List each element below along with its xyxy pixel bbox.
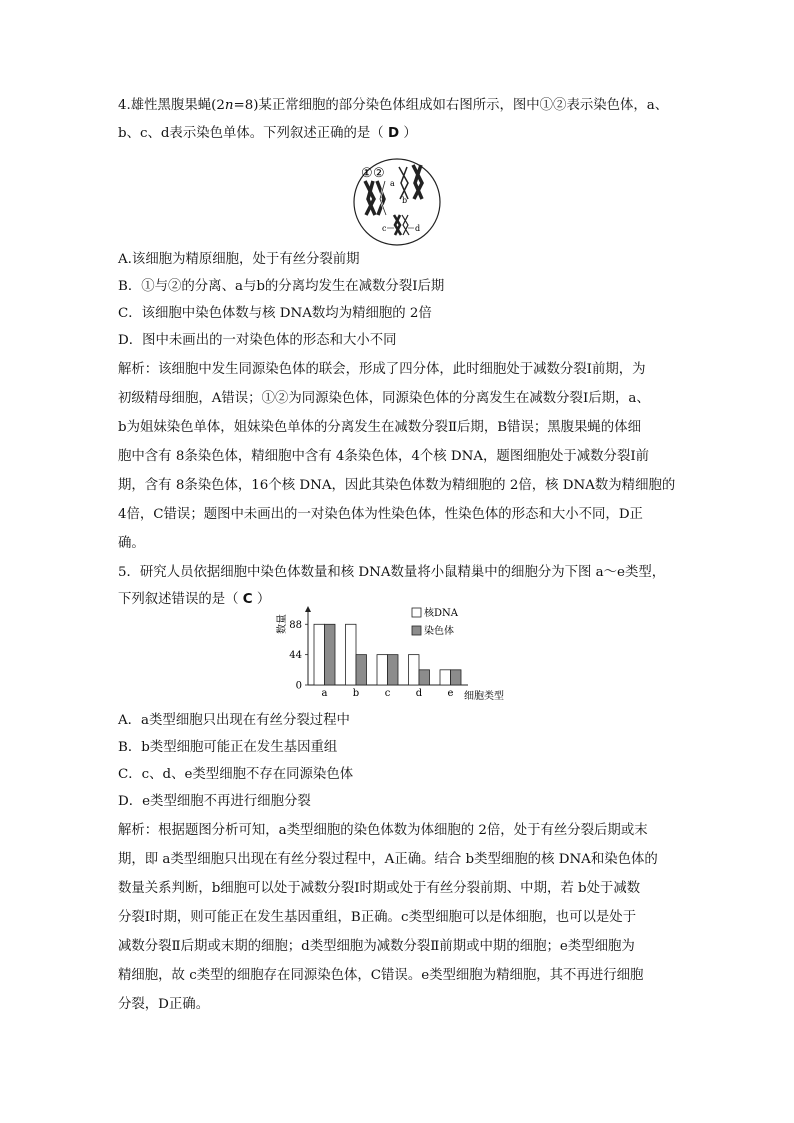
q4-stem-text-3: b、c、d表示染色单体。下列叙述正确的是（ xyxy=(118,126,388,141)
y-tick-label: 44 xyxy=(289,650,302,662)
bar-chart xyxy=(272,605,522,705)
x-tick-label-b: b xyxy=(352,688,360,699)
q4-stem-line-2 xyxy=(118,119,417,148)
label-chromatid-a: a xyxy=(390,179,395,188)
q4-stem-line-1 xyxy=(118,91,668,120)
q4-analysis-line: 初级精母细胞，A错误；①②为同源染色体，同源染色体的分离发生在减数分裂Ⅰ后期，a、 xyxy=(118,391,650,406)
cell-chromosome-diagram xyxy=(352,157,442,247)
q5-option-d: D．e类型细胞不再进行细胞分裂 xyxy=(118,794,311,809)
x-tick-label-a: a xyxy=(321,688,328,699)
bar-d-chromosome xyxy=(419,670,430,685)
q5-option-b: B．b类型细胞可能正在发生基因重组 xyxy=(118,740,338,755)
q4-analysis-line: 4倍，C错误；题图中未画出的一对染色体为性染色体，性染色体的形态和大小不同，D正 xyxy=(118,507,643,522)
bar-a-chromosome xyxy=(325,624,336,685)
chromosome-1 xyxy=(365,181,375,215)
q4-analysis-line: 胞中含有 8条染色体，精细胞中含有 4条染色体，4个核 DNA，题图细胞处于减数分裂Ⅰ前 xyxy=(118,449,650,464)
q4-answer: D xyxy=(387,126,400,141)
q4-option-b: B．①与②的分离、a与b的分离均发生在减数分裂Ⅰ后期 xyxy=(118,279,445,294)
legend-swatch-dna xyxy=(412,608,421,617)
chromosome-ab xyxy=(399,167,408,199)
q5-stem-text-2: ） xyxy=(252,592,271,607)
legend-swatch-chromosome xyxy=(412,626,421,635)
q5-option-a: A．a类型细胞只出现在有丝分裂过程中 xyxy=(118,713,350,728)
q4-stem-text-4: ） xyxy=(399,126,417,141)
bar-c-dna xyxy=(377,655,388,685)
x-tick-label-e: e xyxy=(447,688,454,699)
q4-analysis-line: 确。 xyxy=(118,536,145,551)
y-axis-arrow xyxy=(305,606,311,612)
chromosome-right xyxy=(413,165,422,199)
q4-option-c: C．该细胞中染色体数与核 DNA数均为精细胞的 2倍 xyxy=(118,306,432,321)
legend-label-dna: 核DNA xyxy=(424,608,458,619)
label-chromosome-1: ① xyxy=(361,166,373,181)
q4-stem-n: n xyxy=(224,98,234,113)
q4-option-a: A.该细胞为精原细胞，处于有丝分裂前期 xyxy=(118,252,360,267)
bar-e-chromosome xyxy=(451,670,462,685)
q4-analysis-line: 期，含有 8条染色体，16个核 DNA，因此其染色体数为精细胞的 2倍，核 DNA数为精细胞的 xyxy=(118,478,676,493)
q5-analysis-line: 期，即 a类型细胞只出现在有丝分裂过程中，A正确。结合 b类型细胞的核 DNA和染色体的 xyxy=(118,852,658,867)
x-axis-label: 细胞类型 xyxy=(464,691,504,702)
label-chromatid-b: b xyxy=(402,196,408,205)
label-chromatid-d: d xyxy=(415,224,421,233)
y-tick-label: 0 xyxy=(295,680,302,692)
q5-analysis-line: 分裂Ⅰ时期，则可能正在发生基因重组，B正确。c类型细胞可以是体细胞，也可以是处于 xyxy=(118,910,637,925)
chromosome-cd xyxy=(394,215,409,235)
q5-analysis-line: 分裂，D正确。 xyxy=(118,997,210,1012)
q5-answer: C xyxy=(242,592,253,607)
q5-stem-line-1: 5．研究人员依据细胞中染色体数量和核 DNA数量将小鼠精巢中的细胞分为下图 a～e类型， xyxy=(118,565,666,580)
bar-a-dna xyxy=(314,624,325,685)
label-chromosome-2: ② xyxy=(373,166,385,181)
bar-b-dna xyxy=(346,624,357,685)
q5-analysis-line: 解析：根据题图分析可知，a类型细胞的染色体数为体细胞的 2倍，处于有丝分裂后期或末 xyxy=(118,823,648,838)
y-tick-label: 88 xyxy=(289,619,302,631)
label-chromatid-c: c xyxy=(382,224,387,233)
q4-stem-text-2: =8)某正常细胞的部分染色体组成如右图所示，图中①②表示染色体，a、 xyxy=(233,98,669,113)
bar-b-chromosome xyxy=(356,655,367,685)
legend-label-chromosome: 染色体 xyxy=(424,626,454,637)
x-tick-label-d: d xyxy=(415,688,423,699)
q5-analysis-line: 减数分裂Ⅱ后期或末期的细胞；d类型细胞为减数分裂Ⅱ前期或中期的细胞；e类型细胞为 xyxy=(118,939,635,954)
q5-option-c: C．c、d、e类型细胞不存在同源染色体 xyxy=(118,767,354,782)
y-axis-label: 数量 xyxy=(277,614,288,634)
q4-analysis-line: 解析：该细胞中发生同源染色体的联会，形成了四分体，此时细胞处于减数分裂Ⅰ前期，为 xyxy=(118,362,646,377)
q5-analysis-line: 精细胞，故 c类型的细胞存在同源染色体，C错误。e类型细胞为精细胞，其不再进行细胞 xyxy=(118,968,644,983)
bar-c-chromosome xyxy=(388,655,399,685)
bar-d-dna xyxy=(409,655,420,685)
q5-stem-text: 下列叙述错误的是（ xyxy=(118,592,243,607)
chromosome-2 xyxy=(377,181,386,215)
q5-stem-line-2 xyxy=(118,585,270,614)
q4-analysis-line: b为姐妹染色单体，姐妹染色单体的分离发生在减数分裂Ⅱ后期，B错误；黑腹果蝇的体细 xyxy=(118,420,641,435)
q4-option-d: D．图中未画出的一对染色体的形态和大小不同 xyxy=(118,333,397,348)
q4-stem-text: 4.雄性黑腹果蝇(2 xyxy=(118,98,225,113)
x-tick-label-c: c xyxy=(384,688,391,699)
q5-analysis-line: 数量关系判断，b细胞可以处于减数分裂Ⅰ时期或处于有丝分裂前期、中期，若 b处于减数 xyxy=(118,881,641,896)
bar-e-dna xyxy=(440,670,451,685)
